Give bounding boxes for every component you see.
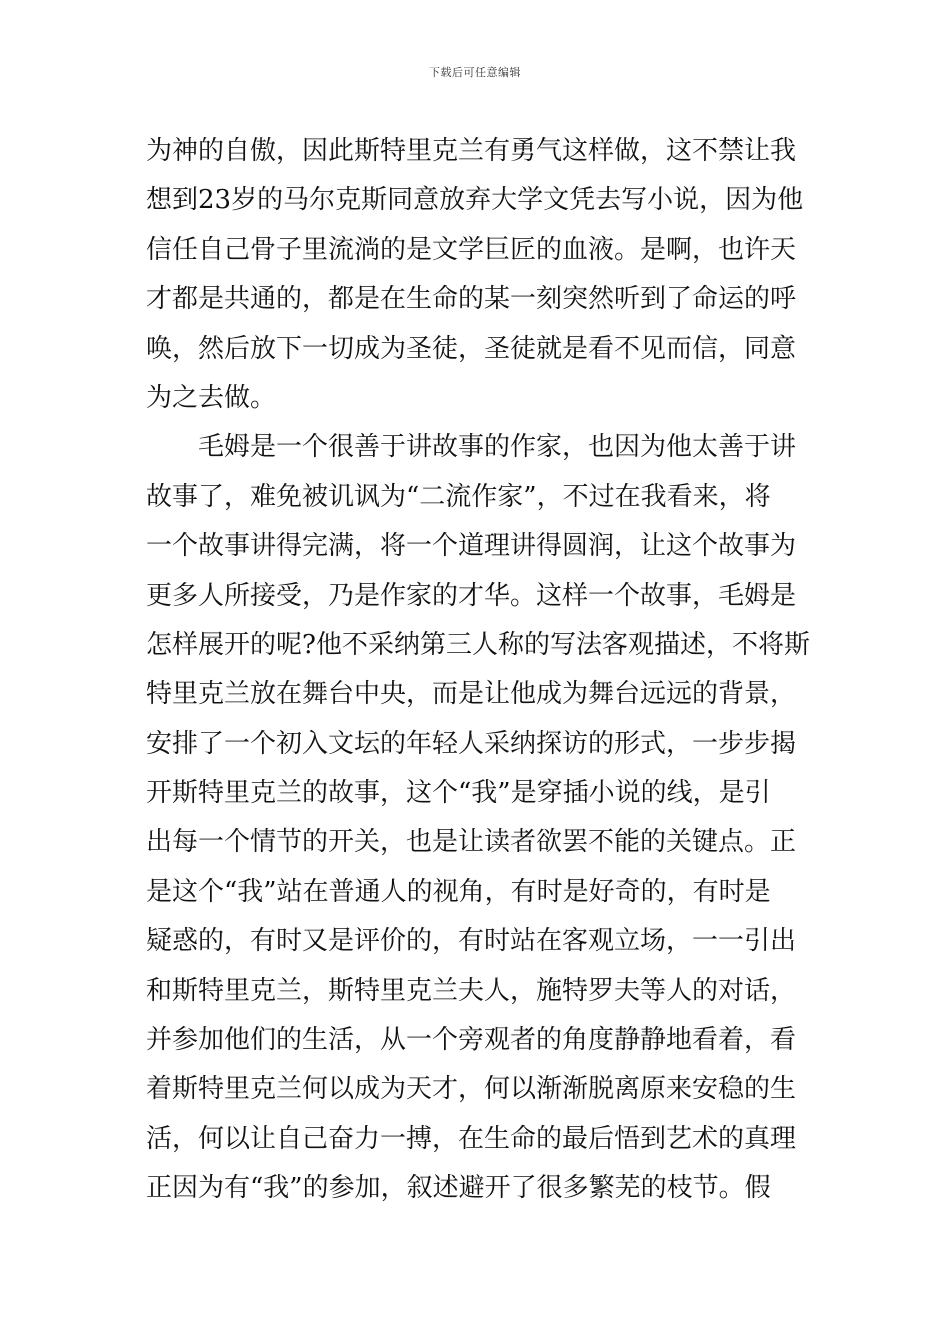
- text-line: 故事了，难免被讥讽为“二流作家”，不过在我看来，将: [146, 481, 771, 512]
- text-line: 毛姆是一个很善于讲故事的作家，也因为他太善于讲: [146, 432, 797, 463]
- text-line: 活，何以让自己奋力一搏，在生命的最后悟到艺术的真理: [146, 1123, 797, 1154]
- text-line: 特里克兰放在舞台中央，而是让他成为舞台远远的背景，: [146, 679, 797, 710]
- text-line: 着斯特里克兰何以成为天才，何以渐渐脱离原来安稳的生: [146, 1074, 797, 1105]
- text-line: 正因为有“我”的参加，叙述避开了很多繁芜的枝节。假: [146, 1173, 771, 1204]
- text-line: 和斯特里克兰，斯特里克兰夫人，施特罗夫等人的对话，: [146, 975, 797, 1006]
- text-line: 是这个“我”站在普通人的视角，有时是好奇的，有时是: [146, 876, 771, 907]
- text-line: 怎样展开的呢?他不采纳第三人称的写法客观描述，不将斯: [146, 629, 810, 660]
- text-line: 信任自己骨子里流淌的是文学巨匠的血液。是啊，也许天: [146, 234, 797, 265]
- text-line: 更多人所接受，乃是作家的才华。这样一个故事，毛姆是: [146, 580, 797, 611]
- text-line: 唤，然后放下一切成为圣徒，圣徒就是看不见而信，同意: [146, 333, 797, 364]
- text-line: 才都是共通的，都是在生命的某一刻突然听到了命运的呼: [146, 284, 797, 315]
- text-line: 出每一个情节的开关，也是让读者欲罢不能的关键点。正: [146, 827, 797, 858]
- text-line: 为神的自傲，因此斯特里克兰有勇气这样做，这不禁让我: [146, 136, 797, 166]
- page-header: 下载后可任意编辑: [429, 66, 521, 79]
- text-line: 一个故事讲得完满，将一个道理讲得圆润，让这个故事为: [146, 531, 797, 562]
- body-text: [146, 131, 810, 1218]
- text-line: 想到23岁的马尔克斯同意放弃大学文凭去写小说，因为他: [146, 185, 804, 216]
- text-line: 疑惑的，有时又是评价的，有时站在客观立场，一一引出: [146, 926, 797, 957]
- text-line: 并参加他们的生活，从一个旁观者的角度静静地看着，看: [146, 1025, 797, 1056]
- text-line: 开斯特里克兰的故事，这个“我”是穿插小说的线，是引: [146, 778, 771, 809]
- text-line: 安排了一个初入文坛的年轻人采纳探访的形式，一步步揭: [146, 728, 797, 759]
- text-line: 为之去做。: [146, 382, 277, 413]
